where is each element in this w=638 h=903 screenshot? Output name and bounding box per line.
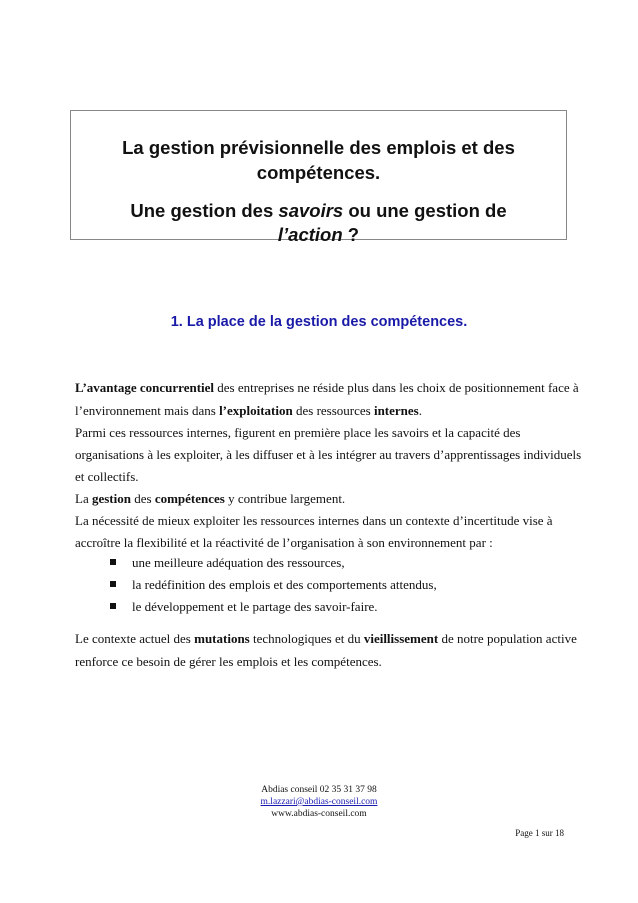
- bold-term: gestion: [91, 491, 131, 506]
- title-box: [70, 110, 567, 245]
- subtitle-emphasis-savoirs: savoirs: [278, 200, 344, 221]
- document-subtitle-line-1: [71, 200, 566, 222]
- footer-email-row: [0, 797, 638, 807]
- bold-term: L’avantage concurrentiel: [75, 380, 215, 395]
- text-run: .: [418, 403, 422, 418]
- paragraph-line: organisations à les exploiter, à les diffuser et à les intégrer au travers d’apprentissages individuels: [75, 447, 582, 462]
- bold-term: compétences: [154, 491, 225, 506]
- bold-term: vieillissement: [363, 631, 439, 646]
- text-run: y contribue largement.: [224, 491, 346, 506]
- square-bullet-icon: [110, 559, 116, 565]
- paragraph-line: [75, 631, 577, 647]
- list-item-text: la redéfinition des emplois et des comportements attendus,: [132, 577, 437, 592]
- list-item-text: une meilleure adéquation des ressources,: [132, 555, 345, 570]
- paragraph-line: et collectifs.: [75, 469, 139, 484]
- bold-term: l’exploitation: [219, 403, 293, 418]
- paragraph-line: renforce ce besoin de gérer les emplois et les compétences.: [75, 654, 382, 669]
- subtitle-emphasis-action: l’action: [277, 224, 343, 245]
- square-bullet-icon: [110, 581, 116, 587]
- text-run: de notre population active: [438, 631, 577, 646]
- paragraph-line: [75, 380, 579, 396]
- document-subtitle-line-2: [71, 224, 566, 246]
- section-heading: 1. La place de la gestion des compétences.: [170, 314, 468, 330]
- paragraph-line: accroître la flexibilité et la réactivité de l’organisation à son environnement par :: [75, 535, 493, 550]
- footer-email-link[interactable]: m.lazzari@abdias-conseil.com: [260, 797, 378, 807]
- text-run: La: [75, 491, 92, 506]
- text-run: Le contexte actuel des: [75, 631, 195, 646]
- document-title-line-1: La gestion prévisionnelle des emplois et des: [122, 137, 515, 158]
- subtitle-text: ou une gestion de: [343, 200, 507, 221]
- page-number: Page 1 sur 18: [515, 828, 564, 838]
- text-run: des ressources: [292, 403, 374, 418]
- text-run: des entreprises ne réside plus dans les choix de positionnement face à: [214, 380, 579, 395]
- text-run: des: [130, 491, 155, 506]
- bold-term: mutations: [194, 631, 250, 646]
- text-run: l’environnement mais dans: [75, 403, 220, 418]
- square-bullet-icon: [110, 603, 116, 609]
- footer-website: www.abdias-conseil.com: [271, 809, 367, 819]
- subtitle-question-mark: ?: [342, 224, 360, 245]
- paragraph-line: [75, 403, 422, 419]
- paragraph-line: [75, 491, 345, 507]
- paragraph-line: La nécessité de mieux exploiter les ressources internes dans un contexte d’incertitude vise à: [75, 513, 553, 528]
- paragraph-line: Parmi ces ressources internes, figurent en première place les savoirs et la capacité des: [75, 425, 521, 440]
- document-title-line-2: compétences.: [256, 162, 381, 183]
- subtitle-text: Une gestion des: [130, 200, 279, 221]
- list-item-text: le développement et le partage des savoir-faire.: [132, 599, 378, 614]
- footer-company-phone: Abdias conseil 02 35 31 37 98: [261, 785, 377, 795]
- text-run: technologiques et du: [249, 631, 364, 646]
- bold-term: internes: [373, 403, 419, 418]
